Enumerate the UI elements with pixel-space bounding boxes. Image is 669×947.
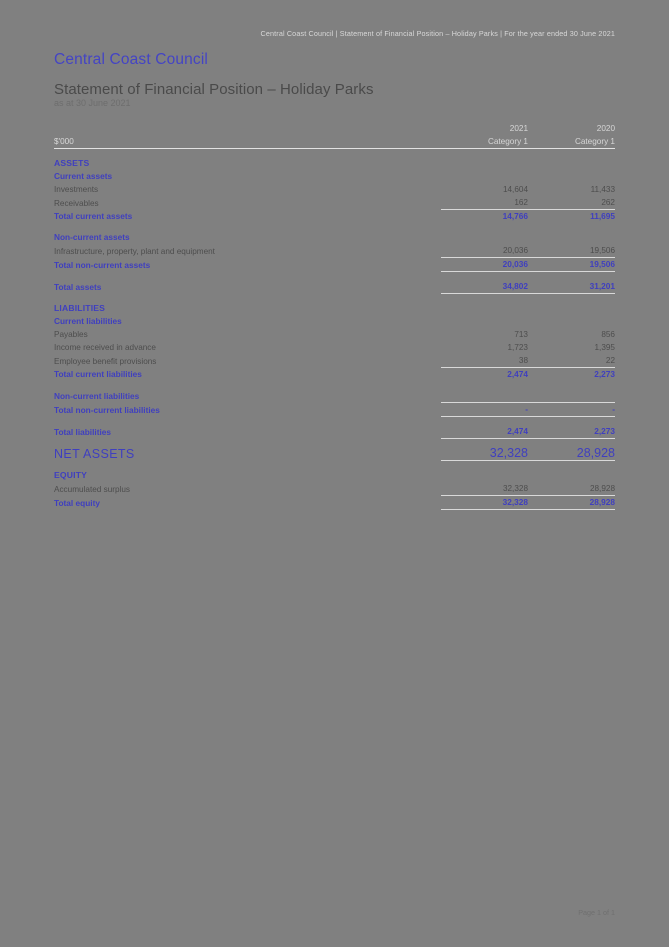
- spacer-row: [54, 294, 615, 303]
- organisation-title: Central Coast Council: [54, 51, 209, 68]
- row-label: Current liabilities: [54, 316, 122, 326]
- row-label: Non-current liabilities: [54, 390, 140, 401]
- row-label: NET ASSETS: [54, 446, 135, 461]
- row-value-2021: [441, 469, 528, 482]
- page-subtitle: as at 30 June 2021: [54, 98, 131, 108]
- row-value-2020: [528, 469, 615, 482]
- spacer-row: [54, 439, 615, 448]
- row-label: Non-current assets: [54, 232, 130, 242]
- row-value-2021: [441, 231, 528, 244]
- row-value-2020: 1,395: [594, 343, 615, 352]
- column-header-year-2020: 2020: [596, 124, 615, 133]
- table-row: [54, 469, 615, 482]
- table-row: [54, 280, 615, 294]
- spacer-row: [54, 461, 615, 470]
- table-header-row-category: [54, 135, 615, 149]
- table-header-row-year: [54, 122, 615, 135]
- row-label: Investments: [54, 185, 99, 194]
- header-spacer: [54, 122, 441, 135]
- row-value-2020: [528, 157, 615, 170]
- row-label: Total current assets: [54, 211, 133, 221]
- row-value-2020: 31,201: [528, 280, 615, 294]
- column-header-category-2020: Category 1: [528, 135, 615, 149]
- spacer-row: [54, 223, 615, 231]
- table-row: [54, 328, 615, 341]
- table-row: [54, 425, 615, 439]
- row-value-2020: 28,928: [528, 482, 615, 496]
- table-row: [54, 496, 615, 510]
- row-value-2021: [441, 389, 528, 403]
- row-label: Accumulated surplus: [54, 484, 130, 494]
- row-value-2020: 22: [528, 354, 615, 368]
- row-label: Payables: [54, 330, 88, 339]
- row-value-2021: [441, 157, 528, 170]
- row-value-2021: 32,328: [441, 496, 528, 510]
- row-value-2021: 713: [514, 330, 528, 339]
- page-title: Statement of Financial Position – Holiday Parks: [54, 81, 374, 98]
- table-row: [54, 354, 615, 368]
- row-label: Total non-current liabilities: [54, 404, 160, 415]
- row-value-2020: [528, 170, 615, 183]
- spacer-row: [54, 417, 615, 426]
- table-row: [54, 170, 615, 183]
- row-label: Current assets: [54, 171, 113, 181]
- row-value-2021: 34,802: [441, 280, 528, 294]
- table-row: [54, 302, 615, 315]
- running-header: Central Coast Council | Statement of Financial Position – Holiday Parks | For the year ended 30 June 2021: [260, 29, 615, 38]
- row-value-2020: 19,506: [528, 258, 615, 272]
- row-value-2021: [441, 302, 528, 315]
- row-label: LIABILITIES: [54, 303, 106, 313]
- table-row: [54, 403, 615, 417]
- row-label: Total equity: [54, 497, 100, 508]
- page-footer: Page 1 of 1: [578, 908, 615, 917]
- row-value-2021: 1,723: [507, 343, 528, 352]
- row-value-2020: 2,273: [594, 369, 615, 379]
- row-value-2020: 28,928: [528, 496, 615, 510]
- row-label: Total liabilities: [54, 426, 112, 437]
- table-row: [54, 482, 615, 496]
- row-value-2021: 14,766: [502, 211, 528, 221]
- row-value-2021: 20,036: [441, 258, 528, 272]
- table-row: [54, 315, 615, 328]
- row-label: Infrastructure, property, plant and equipment: [54, 246, 215, 256]
- table-row: [54, 447, 615, 461]
- row-label: Total current liabilities: [54, 369, 142, 379]
- row-value-2020: 11,433: [590, 185, 615, 194]
- column-header-year-2021: 2021: [509, 124, 528, 133]
- row-label: Employee benefit provisions: [54, 356, 157, 366]
- row-label: ASSETS: [54, 158, 90, 168]
- spacer-row: [54, 381, 615, 389]
- row-value-2020: [528, 231, 615, 244]
- row-value-2021: -: [441, 403, 528, 417]
- row-label: Income received in advance: [54, 343, 156, 352]
- row-label: Total assets: [54, 281, 102, 292]
- unit-label: $'000: [54, 135, 441, 149]
- row-value-2021: 20,036: [441, 244, 528, 258]
- table-row: [54, 196, 615, 210]
- table-row: [54, 258, 615, 272]
- row-value-2021: [441, 170, 528, 183]
- table-row: [54, 244, 615, 258]
- row-value-2020: -: [528, 403, 615, 417]
- row-value-2020: 2,273: [528, 425, 615, 439]
- table-row: [54, 231, 615, 244]
- row-value-2020: 856: [601, 330, 615, 339]
- row-value-2020: [528, 389, 615, 403]
- row-value-2021: 2,474: [507, 369, 528, 379]
- spacer-row: [54, 272, 615, 281]
- table-row: [54, 157, 615, 170]
- spacer-row: [54, 149, 615, 158]
- row-value-2020: 262: [528, 196, 615, 210]
- row-value-2021: 14,604: [502, 185, 528, 194]
- row-label: Total non-current assets: [54, 259, 151, 270]
- table-row: [54, 183, 615, 196]
- table-row: [54, 389, 615, 403]
- row-value-2021: [441, 315, 528, 328]
- row-value-2021: 38: [441, 354, 528, 368]
- row-value-2021: 162: [441, 196, 528, 210]
- table-row: [54, 210, 615, 224]
- row-value-2020: 11,695: [590, 211, 615, 221]
- row-value-2020: 28,928: [528, 447, 615, 461]
- column-header-category-2021: Category 1: [441, 135, 528, 149]
- table-row: [54, 341, 615, 354]
- row-value-2020: [528, 315, 615, 328]
- table-row: [54, 368, 615, 382]
- row-label: Receivables: [54, 198, 99, 208]
- row-label: EQUITY: [54, 470, 88, 480]
- financial-position-table: [54, 122, 615, 510]
- row-value-2021: 2,474: [441, 425, 528, 439]
- row-value-2020: [528, 302, 615, 315]
- row-value-2021: 32,328: [441, 482, 528, 496]
- row-value-2021: 32,328: [441, 447, 528, 461]
- row-value-2020: 19,506: [528, 244, 615, 258]
